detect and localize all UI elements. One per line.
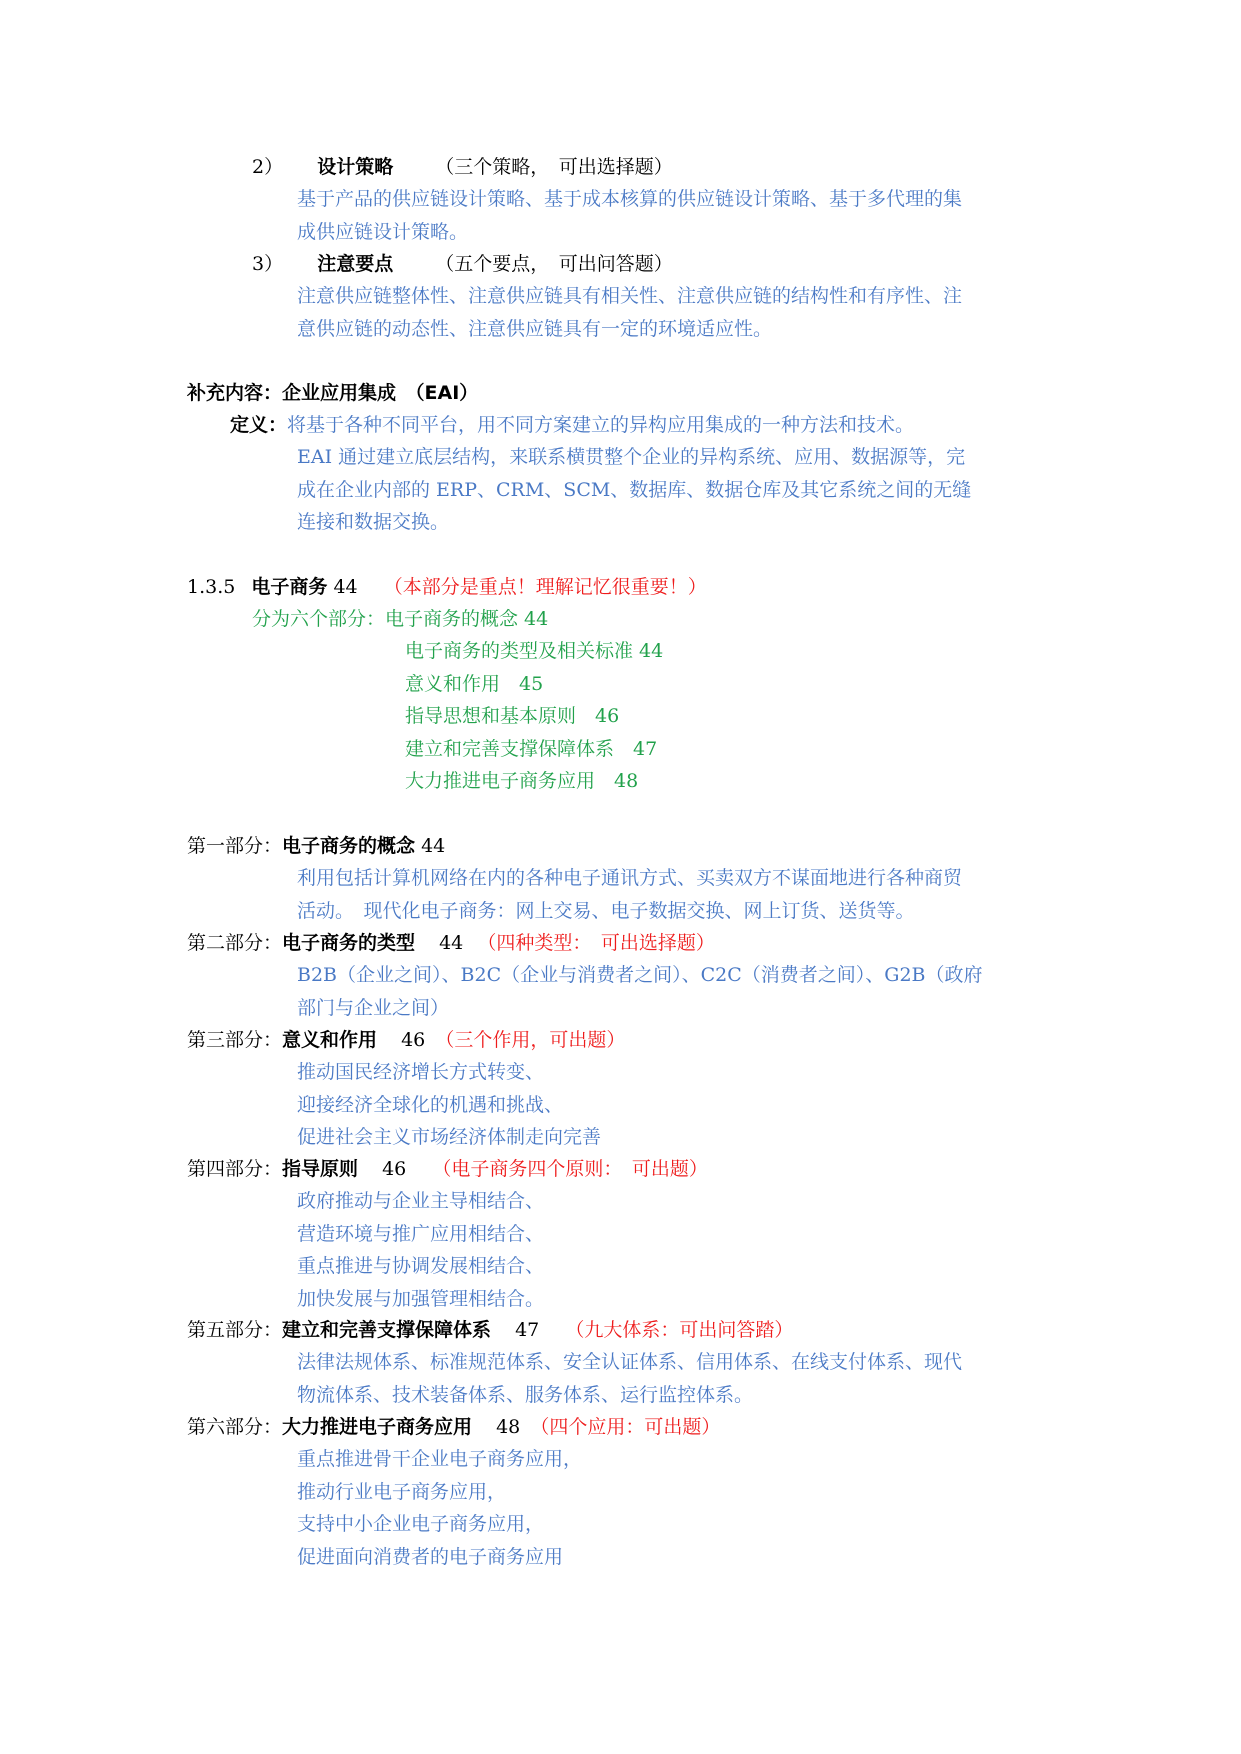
part-line: B2B（企业之间）、B2C（企业与消费者之间）、C2C（消费者之间）、G2B（政府 (297, 964, 983, 986)
part-line: 政府推动与企业主导相结合、 (297, 1190, 545, 1212)
part-title: 大力推进电子商务应用 (282, 1416, 473, 1438)
part-line: 促进社会主义市场经济体制走向完善 (297, 1126, 602, 1148)
strategy-body (297, 183, 962, 248)
points-line: 意供应链的动态性、注意供应链具有一定的环境适应性。 (297, 317, 773, 340)
part-title: 意义和作用 (282, 1029, 378, 1051)
eai-heading-title: 企业应用集成 （EAI） (282, 382, 479, 404)
part3-body (297, 1056, 601, 1154)
section-part-item: 意义和作用 45 (405, 672, 544, 695)
part-line: 促进面向消费者的电子商务应用 (297, 1545, 564, 1568)
part5-body (297, 1346, 962, 1411)
part-line: 推动国民经济增长方式转变、 (297, 1061, 545, 1083)
part6-heading (187, 1415, 720, 1439)
eai-definition (230, 413, 914, 437)
eai-body (297, 441, 971, 539)
part-page: 44 (421, 835, 446, 857)
section-part-item: 电子商务的类型及相关标准 44 (405, 640, 664, 662)
part-note: （四个应用：可出题） (530, 1416, 721, 1438)
part-line: 物流体系、技术装备体系、服务体系、运行监控体系。 (297, 1383, 754, 1406)
part-line: 利用包括计算机网络在内的各种电子通讯方式、买卖双方不谋面地进行各种商贸 (297, 867, 963, 889)
part3-heading (187, 1028, 625, 1052)
part-line: 支持中小企业电子商务应用， (297, 1513, 545, 1535)
part-note: （电子商务四个原则： 可出题） (432, 1158, 708, 1180)
part-line: 重点推进与协调发展相结合、 (297, 1255, 545, 1277)
section-number: 1.3.5 (187, 576, 236, 598)
section-part-item: 建立和完善支撑保障体系 47 (405, 737, 658, 760)
points-line: 注意供应链整体性、注意供应链具有相关性、注意供应链的结构性和有序性、注 (297, 285, 963, 307)
part2-heading (187, 931, 715, 955)
part-note: （四种类型： 可出选择题） (477, 932, 715, 954)
part-line: 活动。 现代化电子商务：网上交易、电子数据交换、网上订货、送货等。 (297, 899, 915, 922)
part2-body (297, 959, 983, 1024)
part-label: 第二部分： (187, 932, 283, 954)
section-part-item: 指导思想和基本原则 46 (405, 705, 620, 727)
part-title: 建立和完善支撑保障体系 (282, 1319, 492, 1341)
eai-line: 成在企业内部的 ERP、CRM、SCM、数据库、数据仓库及其它系统之间的无缝 (297, 478, 972, 501)
part-line: 营造环境与推广应用相结合、 (297, 1222, 545, 1245)
section-title: 电子商务 (251, 576, 328, 598)
part-line: 部门与企业之间） (297, 996, 450, 1019)
strategy-heading (252, 155, 673, 179)
part-page: 46 (401, 1029, 426, 1051)
points-number: 3） (252, 253, 284, 275)
section-part-item: 大力推进电子商务应用 48 (405, 770, 639, 792)
strategy-number: 2） (252, 156, 284, 178)
eai-heading-label: 补充内容： (187, 382, 283, 404)
strategy-line: 成供应链设计策略。 (297, 220, 469, 243)
section-parts (405, 635, 663, 798)
part-label: 第三部分： (187, 1029, 283, 1051)
part-page: 47 (515, 1319, 540, 1341)
eai-line: EAI 通过建立底层结构，来联系横贯整个企业的异构系统、应用、数据源等，完 (297, 446, 966, 468)
section-heading (187, 575, 707, 599)
part-title: 电子商务的类型 (282, 932, 416, 954)
section-note: （本部分是重点！理解记忆很重要！） (383, 576, 707, 598)
points-body (297, 280, 962, 345)
part-note: （三个作用，可出题） (435, 1029, 626, 1051)
strategy-title: 设计策略 (317, 156, 394, 178)
part-title: 电子商务的概念 (282, 835, 416, 857)
part-page: 48 (496, 1416, 521, 1438)
strategy-note: （三个策略， 可出选择题） (435, 156, 673, 178)
part-label: 第六部分： (187, 1416, 283, 1438)
part-note: （九大体系：可出问答踏） (565, 1319, 794, 1341)
part-label: 第五部分： (187, 1319, 283, 1341)
eai-heading (187, 381, 478, 405)
part-line: 推动行业电子商务应用， (297, 1480, 507, 1503)
part-line: 法律法规体系、标准规范体系、安全认证体系、信用体系、在线支付体系、现代 (297, 1351, 963, 1373)
part-page: 46 (382, 1158, 407, 1180)
section-intro: 分为六个部分：电子商务的概念 44 (252, 608, 549, 630)
part-label: 第一部分： (187, 835, 283, 857)
part6-body (297, 1443, 582, 1573)
part5-heading (187, 1318, 793, 1342)
part-title: 指导原则 (282, 1158, 359, 1180)
points-heading (252, 252, 673, 276)
strategy-line: 基于产品的供应链设计策略、基于成本核算的供应链设计策略、基于多代理的集 (297, 188, 963, 210)
part-page: 44 (439, 932, 464, 954)
part1-body (297, 862, 962, 927)
part1-heading (187, 834, 445, 858)
points-title: 注意要点 (317, 253, 394, 275)
part-line: 迎接经济全球化的机遇和挑战、 (297, 1093, 564, 1116)
eai-line: 连接和数据交换。 (297, 511, 450, 533)
part4-body (297, 1185, 544, 1315)
eai-definition-text: 将基于各种不同平台，用不同方案建立的异构应用集成的一种方法和技术。 (287, 414, 915, 436)
points-note: （五个要点， 可出问答题） (435, 253, 673, 275)
part-label: 第四部分： (187, 1158, 283, 1180)
part-line: 加快发展与加强管理相结合。 (297, 1287, 545, 1310)
section-page: 44 (333, 576, 358, 598)
part4-heading (187, 1157, 708, 1181)
part-line: 重点推进骨干企业电子商务应用， (297, 1448, 583, 1470)
eai-definition-label: 定义： (230, 414, 288, 436)
